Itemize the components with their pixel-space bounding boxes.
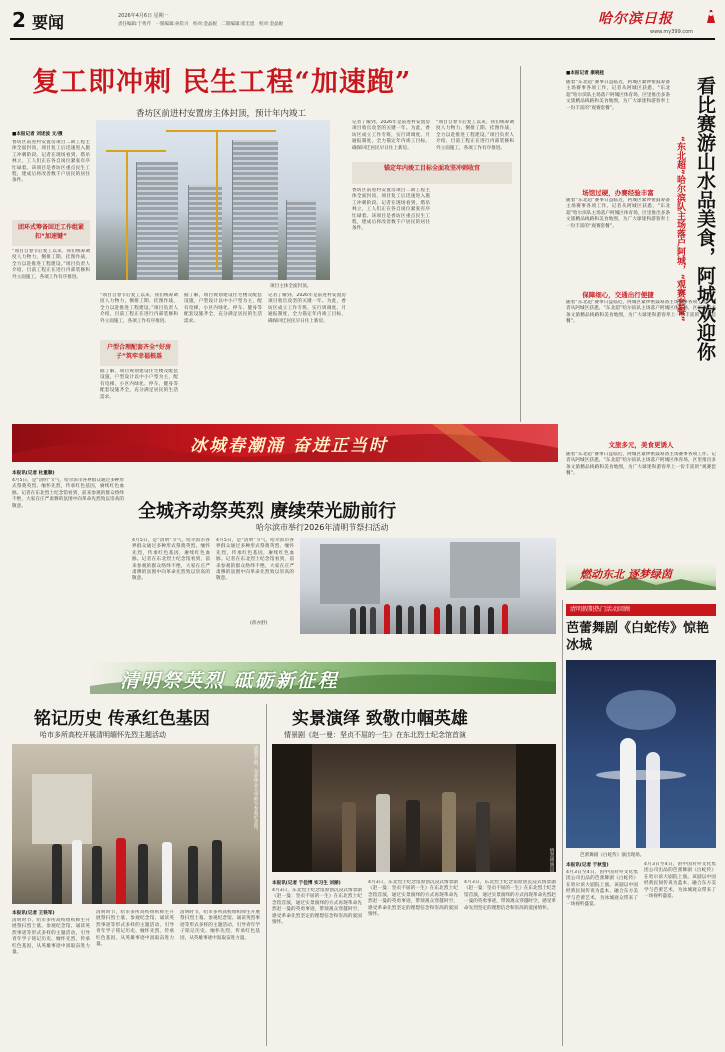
bottom-right-header: 清明假期热门活动回顾 [566, 604, 716, 616]
qingming-subtitle: 哈尔滨市举行2026年清明节祭扫活动 [256, 523, 389, 532]
lead-col2-top: “项目自春节后复工以来，我们统筹调度人力物力，倒排工期、挂图作战，全力以赴推进工程建设。”项目负责人介绍，目前工程正在进行内部装修和外立面施工，各项工作有序推进。 [100, 293, 178, 324]
bottom-left-col3: 清明时节，哈市多所高校组织师生开展祭扫烈士墓、参观纪念馆、诵读英烈事迹等形式多样的主题活动，引导青年学子铭记历史、缅怀先烈，传承红色基因，从英雄事迹中汲取奋进力量。 [180, 910, 260, 941]
qingming-byline: 本报讯(记者 杜重顺) [12, 471, 55, 476]
sidebar-body-3: 随着“东北超”赛事日益临近，阿城区紧锣密鼓筹备主场赛事各项工作。记者从阿城区获悉，“东北超”哈尔滨队主场落户阿城区体育场，区里推出多条文旅精品线路和美食地图，为广大球迷和游客奉上一份丰富的“观赛套餐”。 [566, 452, 716, 477]
sidebar-banner [566, 562, 716, 590]
brand-logo: 哈尔滨日报 [598, 11, 673, 27]
bottom-left-subtitle: 哈市多所高校开展清明缅怀先烈主题活动 [40, 731, 166, 739]
bottom-divider-1 [266, 704, 267, 1046]
qingming-photo [300, 538, 556, 634]
bottom-left-col1: 清明时节，哈市多所高校组织师生开展祭扫烈士墓、参观纪念馆、诵读英烈事迹等形式多样的主题活动，引导青年学子铭记历史、缅怀先烈，传承红色基因，从英雄事迹中汲取奋进力量。 [12, 918, 90, 956]
bottom-left-col2: 清明时节，哈市多所高校组织师生开展祭扫烈士墓、参观纪念馆、诵读英烈事迹等形式多样的主题活动，引导青年学子铭记历史、缅怀先烈，传承红色基因，从英雄事迹中汲取奋进力量。 [96, 910, 174, 948]
sidebar-vertical-subtitle: “东北超”哈尔滨队主场落户阿城，“观赛套餐” [675, 136, 685, 322]
lead-subhead-1: 团环式筹备回迁工作组紧扣“加速键” [12, 220, 90, 246]
bottom-left-photo-caption: 清明节前，东北林业大学师生参观纪念馆。 [253, 746, 258, 834]
bottom-mid-subtitle: 情景剧《赵一曼：坚贞不屈的一生》在东北烈士纪念馆首演 [284, 731, 466, 739]
bottom-mid-photo-caption: 情景剧演出现场。 [549, 848, 554, 885]
bottom-mid-byline: 本报讯(记者 于佳博 实习生 刘丽) [272, 881, 341, 886]
lead-col5-top: 记者了解到，2026年是前进村安置房项目收官攻坚的关键一年。为此，香坊区成立工作专班，实行周调度、月通报制度，全力锚定年内竣工目标，确保回迁居民早日住上新房。 [352, 120, 430, 151]
qingming-col2: 4月5日，是“清明”节气，哈尔滨市各界群众通过多种形式祭奠英烈、缅怀先烈，传承红色基因，赓续红色血脉。记者在东北烈士纪念馆看到，前来参观的群众络绎不绝，大家在庄严肃穆的氛围中向革命先烈致以崇高的敬意。 [132, 538, 210, 582]
sidebar-body-2: 随着“东北超”赛事日益临近，阿城区紧锣密鼓筹备主场赛事各项工作。记者从阿城区获悉，“东北超”哈尔滨队主场落户阿城区体育场，区里推出多条文旅精品线路和美食地图，为广大球迷和游客奉上一份丰富的“观赛套餐”。 [566, 300, 716, 325]
bottom-mid-col3: 4月3日，东北烈士纪念馆原创沉浸式情景剧《赵一曼：坚贞不屈的一生》在东北烈士纪念馆首演，通过实景演绎的方式再现革命先烈赵一曼的英勇事迹，带领观众穿越时空，感受革命先烈坚定的理想信念和崇高的爱国情怀。 [464, 880, 556, 911]
bottom-right-title: 芭蕾舞剧《白蛇传》惊艳冰城 [566, 621, 710, 653]
sidebar-subhead-2: 保障细心，交通出行便捷 [582, 291, 654, 299]
lead-subtitle: 香坊区前进村安置房主体封顶，预计年内竣工 [136, 109, 307, 119]
lead-col5: 香坊区前进村安置房项目二期工程主体全面封顶，项目复工后迅速进入施工冲刺阶段。记者在现场看到，塔吊林立，工人们正在各自岗位紧张有序忙碌着。该项目是香坊区重点民生工程，建成后将改善数千户居民的居住条件。 [352, 188, 430, 232]
sidebar-body-1: 随着“东北超”赛事日益临近，阿城区紧锣密鼓筹备主场赛事各项工作。记者从阿城区获悉，“东北超”哈尔滨队主场落户阿城区体育场，区里推出多条文旅精品线路和美食地图，为广大球迷和游客奉上一份丰富的“观赛套餐”。 [566, 198, 670, 229]
green-banner-text: 清明祭英烈 砥砺新征程 [120, 670, 339, 692]
bottom-divider-2 [562, 600, 563, 1046]
sidebar-vertical-title: 看比赛游山水品美食，阿城欢迎你 [694, 76, 716, 361]
sidebar-subhead-1: 场馆过硬，办赛经验丰富 [582, 189, 654, 197]
bottom-mid-photo [272, 744, 556, 872]
bottom-mid-col1: 4月3日，东北烈士纪念馆原创沉浸式情景剧《赵一曼：坚贞不屈的一生》在东北烈士纪念馆首演，通过实景演绎的方式再现革命先烈赵一曼的英勇事迹，带领观众穿越时空，感受革命先烈坚定的理想信念和崇高的爱国情怀。 [272, 888, 362, 926]
bottom-right-photo [566, 660, 716, 848]
qingming-signoff: (蒋亦舒) [250, 621, 268, 626]
masthead [10, 8, 715, 44]
qingming-col3: 4月5日，是“清明”节气，哈尔滨市各界群众通过多种形式祭奠英烈、缅怀先烈，传承红色基因，赓续红色血脉。记者在东北烈士纪念馆看到，前来参观的群众络绎不绝，大家在庄严肃穆的氛围中向革命先烈致以崇高的敬意。 [216, 538, 294, 582]
lead-byline: ■本报记者 刘述波 文/摄 [12, 132, 63, 137]
lead-col4: 记者了解到，2026年是前进村安置房项目收官攻坚的关键一年。为此，香坊区成立工作专班，实行周调度、月通报制度，全力锚定年内竣工目标，确保回迁居民早日住上新房。 [268, 293, 346, 324]
lead-col6: “项目自春节后复工以来，我们统筹调度人力物力，倒排工期、挂图作战，全力以赴推进工程建设。”项目负责人介绍，目前工程正在进行内部装修和外立面施工，各项工作有序推进。 [436, 120, 514, 151]
bottom-right-photo-caption: 芭蕾舞剧《白蛇传》演出现场。 [580, 853, 645, 858]
sidebar-banner-text: 燃动东北 逐梦绿茵 [580, 568, 672, 581]
lead-col2-bottom: 据了解，项目规划建设住宅楼及配套设施，户型设计以中小户型为主，配有电梯，小区内绿化、停车、健身等配套设施齐全，充分满足居民的生活需求。 [100, 369, 178, 400]
site-url[interactable]: www.my399.com [650, 29, 694, 35]
bottom-mid-col2: 4月3日，东北烈士纪念馆原创沉浸式情景剧《赵一曼：坚贞不屈的一生》在东北烈士纪念馆首演，通过实景演绎的方式再现革命先烈赵一曼的英勇事迹，带领观众穿越时空，感受革命先烈坚定的理想信念和崇高的爱国情怀。 [368, 880, 458, 918]
page-number: 2 [12, 8, 26, 32]
lead-subhead-2: 户型合理配套齐全“好房子”筑牢幸福根基 [100, 340, 178, 366]
editor-line: 责任编辑:于秀芹 一版编辑:孙钦兴 校对:金晶妮 二版编辑:崔宏恩 校对:金晶妮 [118, 22, 284, 27]
brand-mark-icon [705, 8, 717, 24]
lead-col1-top: 香坊区前进村安置房项目二期工程主体全面封顶，项目复工后迅速进入施工冲刺阶段。记者在现场看到，塔吊林立，工人们正在各自岗位紧张有序忙碌着。该项目是香坊区重点民生工程，建成后将改善数千户居民的居住条件。 [12, 140, 90, 184]
sidebar-divider [520, 66, 521, 422]
green-banner [90, 662, 556, 694]
lead-col1-bottom: “项目自春节后复工以来，我们统筹调度人力物力，倒排工期、挂图作战，全力以赴推进工程建设。”项目负责人介绍，目前工程正在进行内部装修和外立面施工，各项工作有序推进。 [12, 249, 90, 280]
red-banner [12, 424, 558, 462]
bottom-right-byline: 本报讯(记者 于秋莹) [566, 863, 609, 868]
sidebar-subhead-3: 文旅多元，美食更诱人 [608, 441, 674, 449]
lead-subhead-3: 锚定年内竣工目标全面攻坚冲刺收官 [352, 162, 512, 184]
qingming-col-left: 4月5日，是“清明”节气，哈尔滨市各界群众通过多种形式祭奠英烈、缅怀先烈，传承红色基因，赓续红色血脉。记者在东北烈士纪念馆看到，前来参观的群众络绎不绝，大家在庄严肃穆的氛围中向革命先烈致以崇高的敬意。 [12, 478, 124, 509]
sidebar-intro: 随着“东北超”赛事日益临近，阿城区紧锣密鼓筹备主场赛事各项工作。记者从阿城区获悉，“东北超”哈尔滨队主场落户阿城区体育场，区里推出多条文旅精品线路和美食地图，为广大球迷和游客奉上一份丰富的“观赛套餐”。 [566, 80, 670, 111]
lead-photo-caption: 项目主体全面封顶。 [270, 284, 312, 289]
bottom-left-photo [12, 744, 260, 904]
section-name: 要闻 [32, 13, 65, 32]
qingming-title: 全城齐动祭英烈 赓续荣光励前行 [138, 501, 397, 522]
bottom-left-byline: 本报讯(记者 王铁军) [12, 911, 55, 916]
date-line: 2026年4月6日 星期一 [118, 13, 169, 19]
lead-col3: 据了解，项目规划建设住宅楼及配套设施，户型设计以中小户型为主，配有电梯，小区内绿化、停车、健身等配套设施齐全，充分满足居民的生活需求。 [184, 293, 262, 324]
sidebar-byline: ■本报记者 康晓桂 [566, 71, 605, 76]
bottom-right-col1: 4月3日至4日，由中国对外文化集团公司出品的芭蕾舞剧《白蛇传》在哈尔滨大剧院上演。该剧以中国经典民间传说为蓝本，融合东方美学与芭蕾艺术，为冰城观众带来了一场视听盛宴。 [566, 870, 638, 908]
bottom-mid-title: 实景演绎 致敬巾帼英雄 [292, 709, 468, 729]
red-banner-text: 冰城春潮涌 奋进正当时 [190, 436, 388, 456]
bottom-right-col2: 4月3日至4日，由中国对外文化集团公司出品的芭蕾舞剧《白蛇传》在哈尔滨大剧院上演。该剧以中国经典民间传说为蓝本，融合东方美学与芭蕾艺术，为冰城观众带来了一场视听盛宴。 [644, 862, 716, 900]
lead-title: 复工即冲刺 民生工程“加速跑” [32, 67, 412, 98]
bottom-left-title: 铭记历史 传承红色基因 [34, 709, 210, 729]
header-rule [10, 38, 715, 40]
lead-photo [96, 120, 330, 280]
